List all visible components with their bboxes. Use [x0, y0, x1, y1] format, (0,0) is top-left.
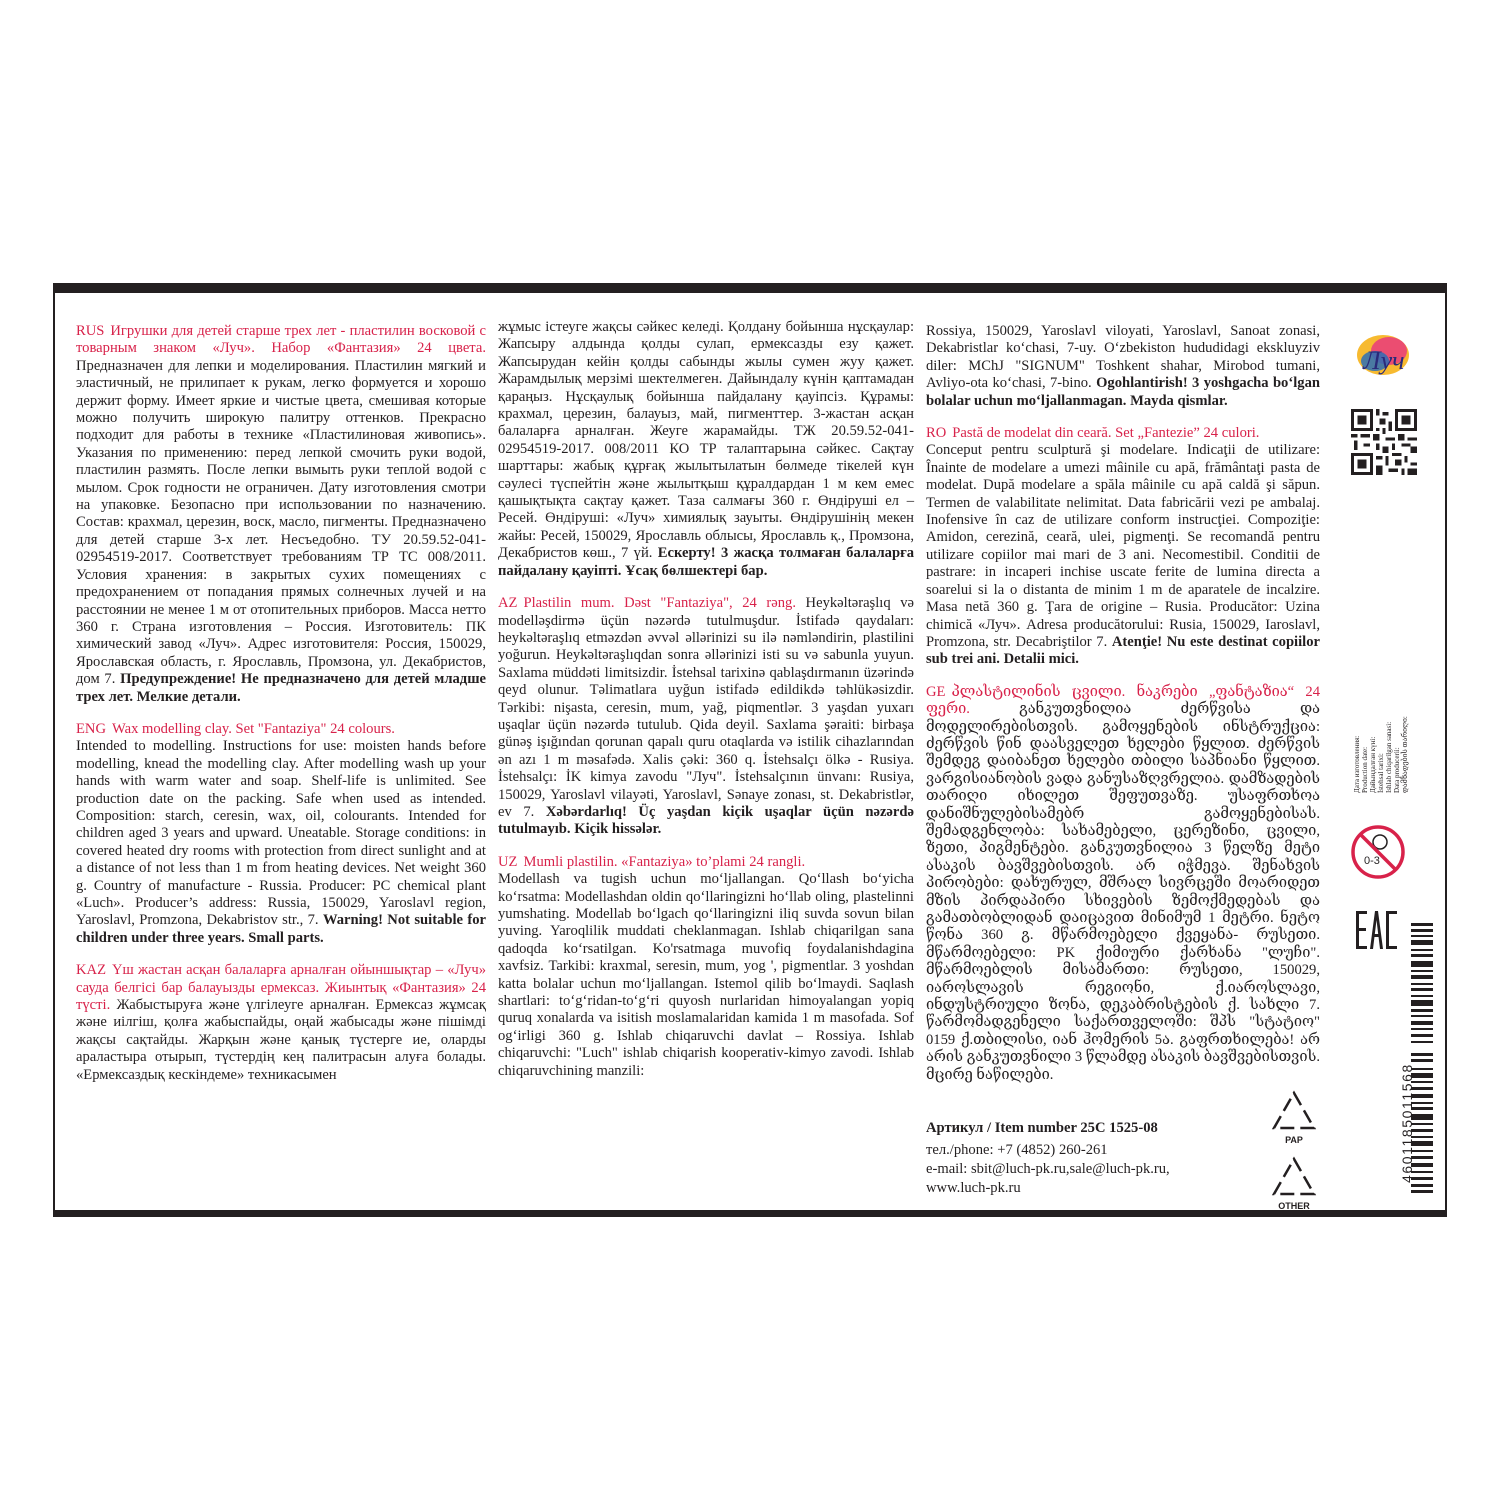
production-date-labels [1353, 683, 1413, 793]
lang-code-rus: RUS [76, 323, 105, 339]
body-uz-continued: Rossiya, 150029, Yaroslavl viloyati, Yaroslavl, Sanoat zonasi, Dekabristlar ko‘chasi, 7-uy. O‘zbekiston hududidagi ekskluyziv diler: MChJ "SIGNUM" Toshkent shahar, Mirobod tumani, Avliyo-ota ko‘chasi, 7-bino. [926, 323, 1320, 392]
lang-code-ro: RO [926, 425, 947, 442]
section-rus [76, 323, 486, 706]
heading-eng: Wax modelling clay. Set "Fantaziya" 24 colours. [112, 720, 395, 737]
lang-code-ge: GE [926, 683, 946, 700]
section-ge [926, 684, 1320, 1084]
section-eng [76, 721, 486, 947]
heading-uz: Mumli plastilin. «Fantaziya» to’plami 24 rangli. [523, 853, 806, 870]
lang-code-az: AZ [498, 595, 518, 612]
heading-ro: Pastă de modelat din ceară. Set „Fantezie” 24 culori. [952, 425, 1260, 442]
eac-icon [1355, 908, 1399, 952]
section-az [498, 595, 914, 839]
contact-block [926, 1119, 1256, 1198]
warning-eng: Warning! Not suitable for children under three years. Small parts. [76, 912, 487, 946]
warning-uz: Ogohlantirish! 3 yoshgacha bo‘lgan bolalar uchun mo‘ljallanmagan. Mayda qismlar. [926, 375, 1320, 409]
item-number: Артикул / Item number 25С 1525-08 [926, 1120, 1158, 1136]
section-kaz [76, 962, 486, 1084]
lang-code-kaz: KAZ [76, 962, 106, 979]
heading-ge: პლასტილინის ცვილი. ნაკრები „ფანტაზია“ 24 ფერი. [926, 683, 1320, 718]
website: www.luch-pk.ru [926, 1180, 1021, 1196]
body-ro: Conceput pentru sculptură şi modelare. Indicaţii de utilizare: Înainte de modelare a umezi mâinile cu apă, frământaţi pasta de modelat. După modelare a spăla mâinile cu apă caldă şi săpun. Termen de valabilitate nelimitat. Data fabricării vezi pe ambalaj. Inofensive în caz de utilizare conform instrucţiei. Compoziţie: Amidon, cerezină, ceară, ulei, pigmenţi. Se recomandă pentru utilizare copiilor mai mari de 3 ani. Necomestibil. Conditii de pastrare: in incaperi inchise uscate ferite de lumina directa a soarelui si la o distanta de minim 1 m de aparatele de incalzire. Masa netă 360 g. Ţara de origine – Rusia. Producător: Uzina chimică «Луч». Adresa producătorului: Rusia, 150029, Iaroslavl, Promzona, str. Decabriştilor 7. [926, 442, 1320, 650]
age-warning-icon [1350, 824, 1406, 880]
heading-az: Plastilin mum. Dəst "Fantaziya", 24 rəng. [523, 595, 796, 612]
right-edge [1445, 283, 1447, 1217]
date-label: Production date: [1361, 746, 1369, 793]
text-column-2 [498, 319, 914, 1095]
phone: тел./phone: +7 (4852) 260-261 [926, 1142, 1108, 1158]
date-label: Дайындалған күні: [1369, 736, 1377, 793]
body-rus: Предназначен для лепки и моделирования. Пластилин мягкий и эластичный, не прилипает к рукам, легко формуется и хорошо держит форму. Имеет яркие и чистые цвета, смешивая которые можно получить широкую палитру оттенков. Прекрасно подходит для работы в технике «Пластилиновая живопись». Указания по применению: перед лепкой смочить руки водой, пластилин размять. После лепки вымыть руки теплой водой с мылом. Срок годности не ограничен. Дату изготовления смотри на упаковке. Безопасно при использовании по назначению. Состав: крахмал, церезин, воск, масло, пигменты. Предназначено для детей старше 3-х лет. Несъедобно. ТУ 20.59.52-041-02954519-2017. Соответствует требованиям ТР ТС 008/2011. Условия хранения: в закрытых сухих помещениях с предохранением от попадания прямых солнечных лучей и на расстоянии не менее 1 м от отопительных приборов. Масса нетто 360 г. Страна изготовления – Россия. Изготовитель: ПК химический завод «Луч». Адрес изготовителя: Россия, 150029, Ярославская область, г. Ярославль, Промзона, ул. Декабристов, дом 7. [76, 357, 486, 688]
body-ge: განკუთვნილია ძერწვისა და მოდელირებისთვის. გამოყენების ინსტრუქცია: ძერწვის წინ დაასველეთ ხელები წყლით. ძერწვის შემდეგ დაიბანეთ ხელები თბილი საპნიანი წყლით. ვარგისიანობის ვადა განუსაზღვრელია. დამზადების თარიღი იხილეთ შეფუთვაზე. უსაფრთხოა დანიშნულებისამებრ გამოყენებისას. შემადგენლობა: სახამებელი, ცერეზინი, ცვილი, ზეთი, პიგმენტები. განკუთვნილია 3 წელზე მეტი ასაკის ბავშვებისთვის. არ იჭმევა. შენახვის პირობები: დახურულ, მშრალ სივრცეში მოარიდეთ მზის პირდაპირი სხივების ზემოქმედებას და გამათბობლიდან დაიცავით მინიმუმ 1 მეტრი. ნეტო წონა 360 გ. მწარმოებელი ქვეყანა- რუსეთი. მწარმოებელი: PK ქიმიური ქარხანა "ლუჩი". მწარმოებლის მისამართი: რუსეთი, 150029, იაროსლავის რეგიონი, ქ.იაროსლავი, ინდუსტრიული ზონა, დეკაბრისტების ქ. სახლი 7. წარმომადგენელი საქართველოში: შპს "სტატიო" 0159 ქ.თბილისი, იან ჰომერის 5ა. გაფრთხილება! არ არის განკუთვნილი 3 წლამდე ასაკის ბავშვებისთვის. მცირე ნაწილები. [926, 701, 1320, 1083]
body-kaz: Жабыстыруға және үлгілеуге арналған. Ермексаз жұмсақ және иілгіш, қолға жабыспайды, оңай жабысады және пішімді жақсы сақтайды. Жарқын және қанық түстерге ие, оларды араластыра отырып, түстердің кең палитрасын алуға болады. «Ермексаздық кескіндеме» техникасымен [76, 997, 486, 1083]
date-label: დამზადების თარიღი: [1401, 716, 1409, 793]
package-panel [53, 283, 1447, 1217]
date-label: Дата изготовления: [1353, 735, 1361, 793]
barcode-number: 4601185011568 [1399, 1063, 1415, 1183]
date-label: Ishlab chiqarilgan sanasi: [1385, 721, 1393, 793]
recycle-pap-icon [1268, 1090, 1320, 1134]
top-edge [53, 283, 1447, 293]
date-label: İstehsal tarixi: [1377, 753, 1385, 793]
text-column-1 [76, 323, 486, 1099]
body-uz: Modellash va tugish uchun mo‘ljallangan. Qo‘llash bo‘yicha ko‘rsatma: Modellashdan oldin qo‘llaringizni ho‘llab oling, plastelinni yumshating. Modellab bo‘lgach qo‘llaringizni iliq suvda sovun bilan yuving. Yaroqlilik muddati cheklanmagan. Ishlab chiqarilgan sana qadoqda ko‘rsatilgan. Ko'rsatmaga muvofiq foydalanishdagina xavfsiz. Tarkibi: kraxmal, seresin, mum, yog ', pigmentlar. 3 yoshdan katta bolalar uchun mo‘ljallangan. Istemol qilib bo‘lmaydi. Saqlash shartlari: to‘g‘ridan-to‘g‘ri quyosh nurlaridan himoyalangan yopiq quruq xonalarda va isitish moslamalaridan kamida 1 m masofada. Sof og‘irligi 360 g. Ishlab chiqaruvchi davlat – Rossiya. Ishlab chiqaruvchi: "Luch" ishlab chiqarish kooperativ-kimyo zavodi. Ishlab chiqaruvchining manzili: [498, 871, 914, 1079]
lang-code-eng: ENG [76, 720, 106, 737]
text-column-3 [926, 323, 1320, 1099]
left-edge [53, 283, 55, 1217]
eac-mark [1355, 908, 1399, 952]
age-label: 0-3 [1364, 855, 1380, 867]
section-uz-continued [926, 323, 1320, 410]
warning-kaz: Ескерту! 3 жасқа толмаған балаларға пайдалану қауіпті. Ұсақ бөлшектері бар. [498, 545, 915, 579]
body-az: Heykəltəraşlıq və modelləşdirmə üçün nəzərdə tutulmuşdur. İstifadə qaydaları: heykəltəraşlıq etməzdən əvvəl əllərinizi su ilə nəmləndirin, plastilini yoğurun. Heykəltəraşlıqdan sonra əllərinizi isti su və sabunla yuyun. Saxlama müddəti limitsizdir. İstehsal tarixinə qablaşdırmanın üzərində qeyd olunur. Təlimatlara uyğun istifadə edildikdə təhlükəsizdir. Tərkibi: nişasta, ceresin, mum, yağ, piqmentlər. 3 yaşdan yuxarı uşaqlar üçün nəzərdə tutulub. Qida deyil. Saxlama şəraiti: birbaşa günəş işığından qorunan qapalı quru otaqlarda və istilik cihazlarından ən azı 1 m məsafədə. Xalis çəki: 360 q. İstehsalçı ölkə - Rusiya. İstehsalçı: İK kimya zavodu "Луч". İstehsalçının ünvanı: Rusiya, 150029, Yaroslavl vilayəti, Yaroslavl, Sənaye zonası, st. Dekabristlər, ev 7. [498, 595, 914, 820]
section-uz [498, 854, 914, 1080]
logo-text: Луч [1363, 346, 1405, 375]
section-ro [926, 425, 1320, 669]
warning-rus: Предупреждение! Не предназначено для детей младше трех лет. Мелкие детали. [76, 671, 486, 705]
recycle-pap-label: PAP [1285, 1135, 1303, 1145]
warning-ro: Atenţie! Nu este destinat copiilor sub trei ani. Detalii mici. [926, 633, 1320, 668]
lang-code-uz: UZ [498, 853, 518, 870]
heading-rus: Игрушки для детей старше трех лет - пластилин восковой с товарным знаком «Луч». Набор «Фантазия» 24 цвета. [76, 323, 486, 357]
bottom-edge [53, 1210, 1447, 1217]
date-label: Data producerii: [1393, 747, 1401, 793]
luch-logo [1345, 325, 1425, 385]
section-kaz-continued [498, 319, 914, 580]
recycle-other-icon [1268, 1156, 1320, 1200]
body-kaz-continued: жұмыс істеуге жақсы сәйкес келеді. Қолдану бойынша нұсқаулар: Жапсыру алдында қолды сулап, ермексазды езу қажет. Жапсырудан кейін қолды сабынды жылы сумен жуу қажет. Жарамдылық мерзімі шектелмеген. Дайындалу күнін қаптамадан қараңыз. Нұсқаулық бойынша пайдалану қауіпсіз. Құрамы: крахмал, церезин, балауыз, май, пигменттер. 3-жастан асқан балаларға арналған. Жеуге жарамайды. ТЖ 20.59.52-041-02954519-2017. 008/2011 КО ТР талаптарына сәйкес. Сақтау шарттары: жабық құрғақ жылытылатын бөлмеде тікелей күн сәулесі түспейтін және жылытқыш құралдардан 1 м кем емес қашықтықта сақтау қажет. Таза салмағы 360 г. Өндіруші ел – Ресей. Өндіруші: «Луч» химиялық зауыты. Өндірушінің мекен жайы: Ресей, 150029, Ярославль облысы, Ярославль қ., Промзона, Декабристов көш., 7 үй. [498, 319, 914, 562]
body-eng: Intended to modelling. Instructions for use: moisten hands before modelling, knead the modelling clay. After modelling wash up your hands with warm water and soap. Shelf-life is unlimited. See production date on the packing. Safe when used as intended. Composition: starch, ceresin, wax, oil, colourants. Intended for children aged 3 years and upward. Uneatable. Storage conditions: in covered heated dry rooms with protection from direct sunlight and at a distance of not less than 1 m from heating devices. Net weight 360 g. Country of manufacture - Russia. Producer: PC chemical plant «Luch». Producer’s address: Russia, 150029, Yaroslavl region, Yaroslavl, Promzona, Dekabristov str., 7. [76, 738, 486, 929]
heading-kaz: Үш жастан асқан балаларға арналған ойыншықтар – «Луч» сауда белгісі бар балауызды ермексаз. Жиынтық «Фантазия» 24 түсті. [76, 962, 486, 1014]
email: e-mail: sbit@luch-pk.ru,sale@luch-pk.ru, [926, 1161, 1170, 1177]
warning-az: Xəbərdarlıq! Üç yaşdan kiçik uşaqlar üçün nəzərdə tutulmayıb. Kiçik hissələr. [498, 803, 914, 838]
recycle-other-label: OTHER [1278, 1201, 1310, 1211]
qr-code [1351, 409, 1417, 475]
